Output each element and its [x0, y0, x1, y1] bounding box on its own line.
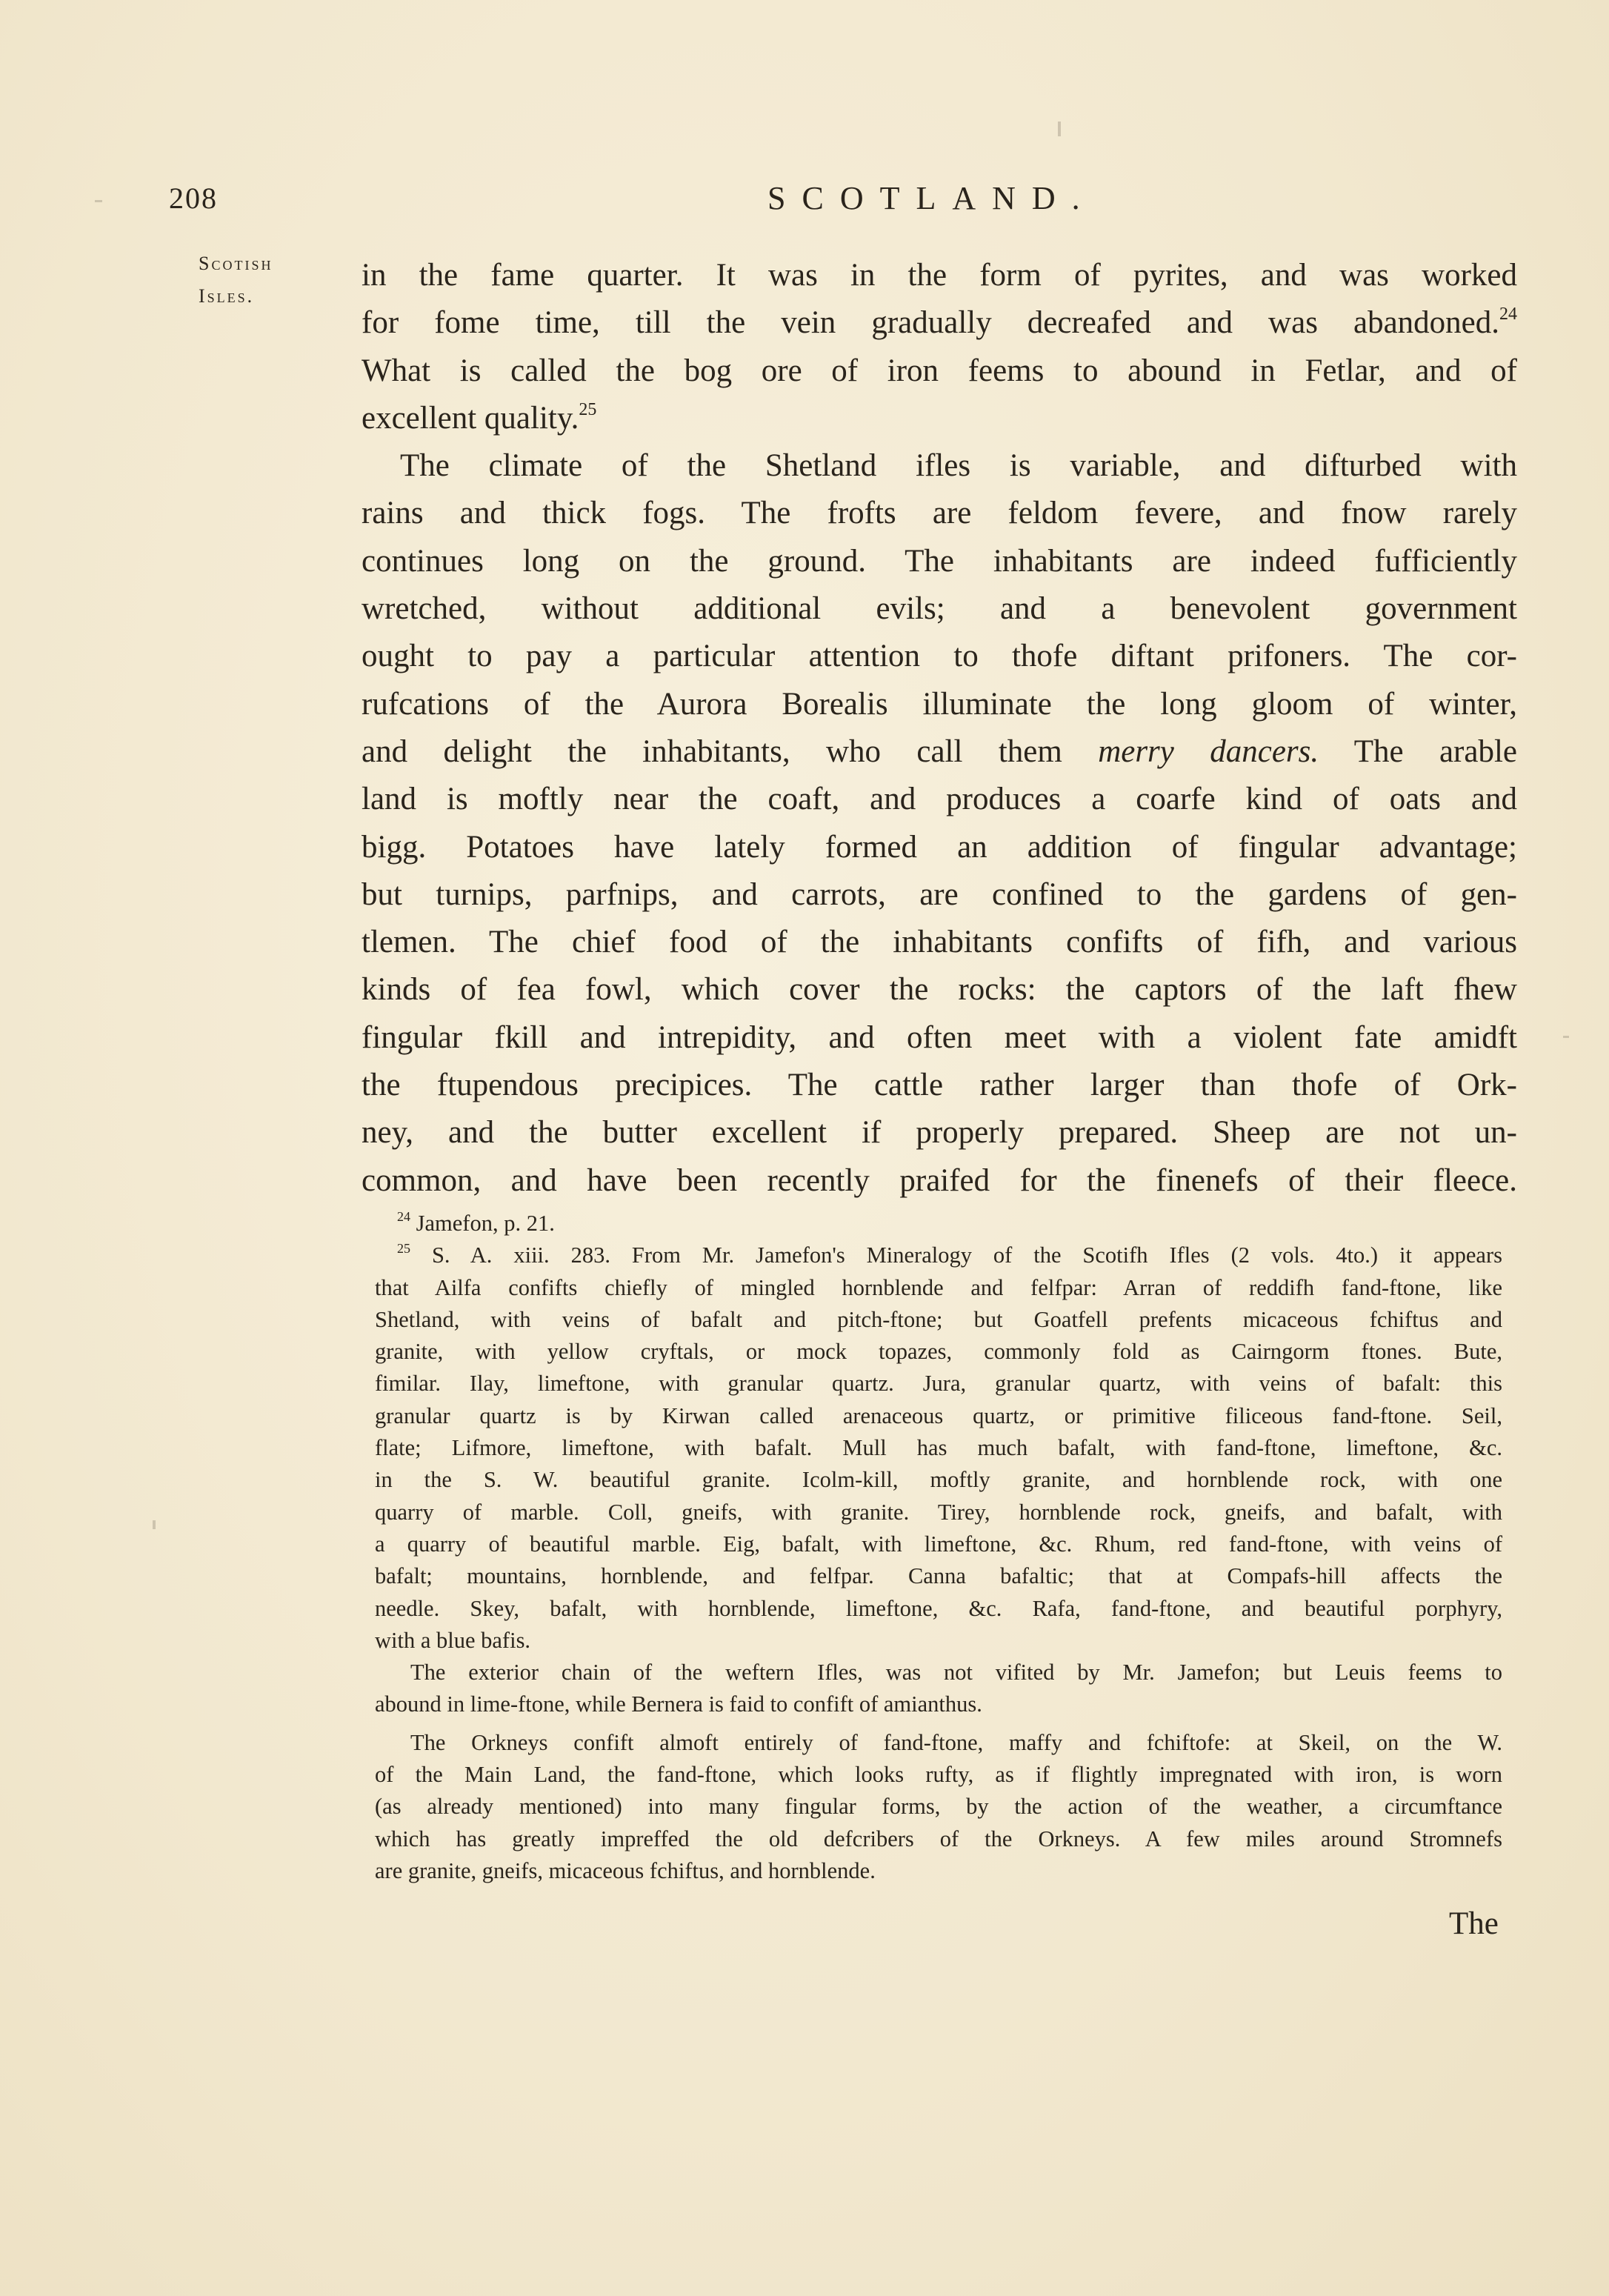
paper-speck [1058, 122, 1061, 136]
footnote-25-line: Shetland, with veins of bafalt and pitch-ftone; but Goatfell prefents micaceous fchiftus and [375, 1306, 1502, 1332]
footnote-ref: 25 [579, 399, 597, 419]
footnote-para-line: which has greatly impreffed the old defcribers of the Orkneys. A few miles around Stromnefs [375, 1826, 1502, 1851]
body-line [362, 728, 1517, 776]
body-line [362, 299, 1517, 347]
body-line: The climate of the Shetland ifles is variable, and difturbed with [400, 448, 1517, 484]
body-line: the ftupendous precipices. The cattle rather larger than thofe of Ork- [362, 1068, 1517, 1103]
footnote-para-line: (as already mentioned) into many fingular forms, by the action of the weather, a circumftance [375, 1794, 1502, 1820]
footnote-24 [375, 1208, 1502, 1239]
footnote-25-line: in the S. W. beautiful granite. Icolm-kill, moftly granite, and hornblende rock, with one [375, 1467, 1502, 1493]
footnotes [375, 1208, 1502, 1887]
body-line: land is moftly near the coaft, and produces a coarfe kind of oats and [362, 782, 1517, 817]
page-number: 208 [169, 182, 218, 215]
footnote-text: S. A. xiii. 283. From Mr. Jamefon's Mineralogy of the Scotifh Ifles (2 vols. 4to.) it appears [431, 1242, 1503, 1268]
footnote-25-line: bafalt; mountains, hornblende, and felfpar. Canna bafaltic; that at Compafs-hill affects the [375, 1563, 1502, 1589]
paper-speck [95, 200, 102, 202]
footnote-25-line: needle. Skey, bafalt, with hornblende, limeftone, &c. Rafa, fand-ftone, and beautiful porphyry, [375, 1595, 1502, 1621]
footnote-25-line: granite, with yellow cryftals, or mock topazes, commonly fold as Cairngorm ftones. Bute, [375, 1339, 1502, 1365]
footnote-25-line [375, 1239, 1502, 1271]
footnote-para-line: The exterior chain of the weftern Ifles, was not vifited by Mr. Jamefon; but Leuis feems to [410, 1660, 1502, 1686]
paper-speck [153, 1520, 156, 1529]
body-line [362, 395, 1517, 442]
footnote-para-line: are granite, gneifs, micaceous fchiftus, and hornblende. [375, 1857, 876, 1883]
body-line: wretched, without additional evils; and a benevolent government [362, 591, 1517, 627]
body-line-text: excellent quality. [362, 400, 579, 436]
body-line: continues long on the ground. The inhabitants are indeed fufficiently [362, 543, 1517, 579]
footnote-text: Jamefon, p. 21. [416, 1211, 555, 1236]
body-line: ought to pay a particular attention to thofe diftant prifoners. The cor- [362, 639, 1517, 674]
body-line: bigg. Potatoes have lately formed an addition of fingular advantage; [362, 829, 1517, 865]
marginal-note [199, 247, 273, 313]
body-line-text: and delight the inhabitants, who call them [362, 733, 1062, 769]
footnote-marker: 24 [397, 1209, 410, 1224]
body-text [362, 252, 1517, 1205]
body-line: in the fame quarter. It was in the form of pyrites, and was worked [362, 258, 1517, 293]
footnote-25-line: that Ailfa confifts chiefly of mingled hornblende and felfpar: Arran of reddifh fand-ftone, like [375, 1274, 1502, 1300]
body-line: rufcations of the Aurora Borealis illuminate the long gloom of winter, [362, 686, 1517, 722]
paper-speck [1563, 1036, 1569, 1038]
footnote-para-line: The Orkneys confift almoft entirely of fand-ftone, maffy and fchiftofe: at Skeil, on the W. [410, 1729, 1502, 1755]
body-line: tlemen. The chief food of the inhabitants confifts of fifh, and various [362, 925, 1517, 960]
footnote-25-line: with a blue bafis. [375, 1627, 531, 1653]
body-line: rains and thick fogs. The frofts are feldom fevere, and fnow rarely [362, 496, 1517, 531]
italic-phrase: merry dancers. [1098, 733, 1319, 769]
body-line: but turnips, parfnips, and carrots, are confined to the gardens of gen- [362, 876, 1517, 912]
footnote-para-line: of the Main Land, the fand-ftone, which looks rufty, as if flightly impregnated with iron, is worn [375, 1762, 1502, 1788]
footnote-25-line: quarry of marble. Coll, gneifs, with granite. Tirey, hornblende rock, gneifs, and bafalt, with [375, 1499, 1502, 1525]
footnote-ref: 24 [1499, 305, 1517, 325]
running-head: SCOTLAND. [767, 180, 1096, 216]
body-line: fingular fkill and intrepidity, and often meet with a violent fate amidft [362, 1019, 1517, 1055]
body-line-text: for fome time, till the vein gradually decreafed and was abandoned. [362, 305, 1499, 341]
body-line-text: The arable [1353, 733, 1517, 769]
catchword: The [1449, 1906, 1499, 1941]
footnote-para-line: abound in lime-ftone, while Bernera is faid to confift of amianthus. [375, 1691, 982, 1717]
body-line: common, and have been recently praifed for the finenefs of their fleece. [362, 1162, 1517, 1198]
footnote-25-line: granular quartz is by Kirwan called arenaceous quartz, or primitive filiceous fand-ftone. Seil, [375, 1402, 1502, 1428]
footnote-25-line: flate; Lifmore, limeftone, with bafalt. Mull has much bafalt, with fand-ftone, limeftone, &c. [375, 1435, 1502, 1461]
body-line: kinds of fea fowl, which cover the rocks: the captors of the laft fhew [362, 972, 1517, 1008]
marginal-note-line: Isles. [199, 285, 255, 307]
marginal-note-line: Scotish [199, 253, 273, 274]
footnote-25-line: fimilar. Ilay, limeftone, with granular quartz. Jura, granular quartz, with veins of bafalt: this [375, 1371, 1502, 1397]
body-line: ney, and the butter excellent if properly prepared. Sheep are not un- [362, 1115, 1517, 1151]
body-line: What is called the bog ore of iron feems to abound in Fetlar, and of [362, 353, 1517, 388]
footnote-marker: 25 [397, 1241, 410, 1257]
footnote-25-line: a quarry of beautiful marble. Eig, bafalt, with limeftone, &c. Rhum, red fand-ftone, with veins of [375, 1531, 1502, 1557]
